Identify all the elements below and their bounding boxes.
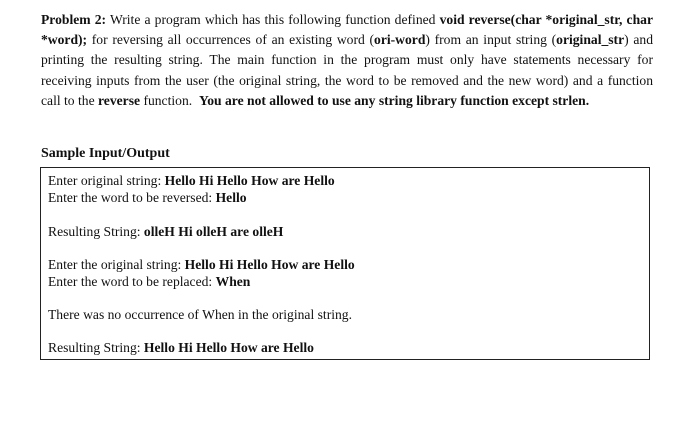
io-value: Hello Hi Hello How are Hello — [184, 257, 355, 272]
io-value: Hello — [215, 190, 247, 205]
sample-io-box — [40, 167, 650, 360]
io-line — [48, 190, 247, 207]
io-line — [48, 257, 355, 274]
problem-text-5: function. — [143, 92, 193, 108]
io-line — [48, 173, 335, 190]
io-prompt: Enter the original string: — [48, 257, 185, 272]
io-line — [48, 307, 352, 324]
io-value: Hello Hi Hello How are Hello — [143, 340, 314, 355]
io-value: olleH Hi olleH are olleH — [143, 224, 284, 239]
problem-statement — [41, 10, 653, 111]
io-line — [48, 340, 314, 357]
problem-label: Problem 2: — [41, 12, 107, 27]
original-str-term: original_str — [556, 32, 625, 48]
ori-word-term: ori-word — [374, 32, 426, 48]
io-value: Hello Hi Hello How are Hello — [164, 173, 335, 188]
problem-text-1: Write a program which has this following function defined — [109, 12, 436, 27]
io-prompt: Enter the word to be reversed: — [48, 190, 216, 205]
io-prompt: Enter original string: — [48, 173, 165, 188]
reverse-term: reverse — [98, 92, 141, 108]
io-prompt: Resulting String: — [48, 224, 144, 239]
io-line — [48, 274, 250, 291]
io-prompt: Resulting String: — [48, 340, 144, 355]
io-prompt: Enter the word to be replaced: — [48, 274, 216, 289]
io-prompt: There was no occurrence of When in the original string. — [48, 307, 352, 322]
problem-text-4: ) and printing the resulting string. The main function in the program must only have statements necessary for receiving inputs from the user (the original string, the word to be removed and the new word) and a function call to the — [41, 32, 653, 108]
function-signature: void reverse(char *original_str, char *word); — [41, 12, 653, 48]
restriction-note: You are not allowed to use any string library function except strlen. — [198, 92, 590, 108]
io-line — [48, 224, 283, 241]
io-value: When — [215, 274, 251, 289]
problem-text-2: for reversing all occurrences of an existing word ( — [91, 32, 375, 48]
problem-text-3: ) from an input string ( — [425, 32, 557, 48]
sample-heading: Sample Input/Output — [41, 146, 170, 161]
